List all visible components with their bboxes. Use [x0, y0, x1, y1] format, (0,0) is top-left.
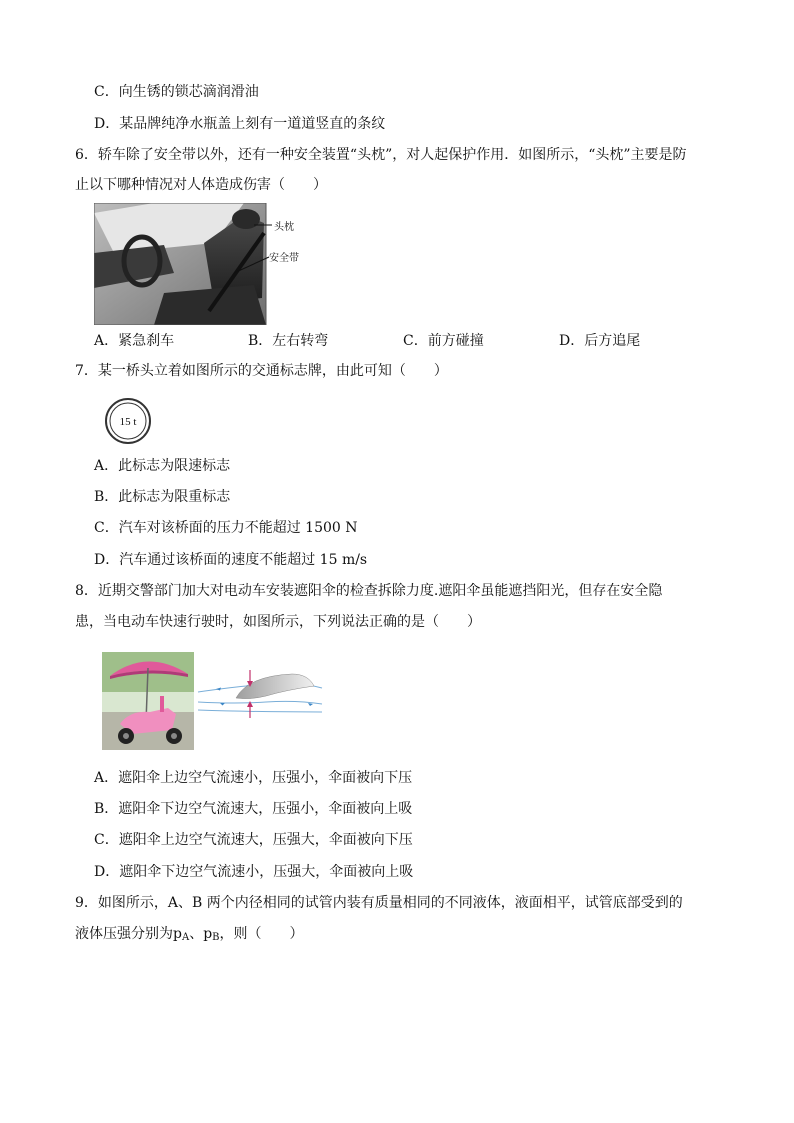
- q7-option-a: A．此标志为限速标志: [94, 458, 231, 474]
- pressure-symbol-b: p: [203, 926, 213, 942]
- car-interior-image: [94, 203, 314, 325]
- q5-option-c: C．向生锈的锁芯滴润滑油: [94, 84, 259, 100]
- separator: 、: [189, 926, 204, 942]
- q6-option-d: D．后方追尾: [559, 333, 641, 349]
- q8-option-c: C．遮阳伞上边空气流速大，压强大，伞面被向下压: [94, 832, 413, 848]
- q6-option-c: C．前方碰撞: [403, 333, 484, 349]
- q8-option-a: A．遮阳伞上边空气流速小，压强小，伞面被向下压: [94, 770, 413, 786]
- car-interior-figure: [94, 203, 314, 325]
- airflow-diagram: [196, 668, 324, 720]
- q6-option-b: B．左右转弯: [248, 333, 329, 349]
- q9-stem-pre: 液体压强分别为: [75, 926, 173, 942]
- subscript-b: B: [212, 932, 220, 943]
- q5-option-d: D．某品牌纯净水瓶盖上刻有一道道竖直的条纹: [94, 116, 386, 132]
- seatbelt-label: 安全带: [269, 253, 299, 264]
- q6-stem-line2: 止以下哪种情况对人体造成伤害（ ）: [75, 177, 327, 193]
- q6-stem-line1: 6．轿车除了安全带以外，还有一种安全装置“头枕”，对人起保护作用．如图所示，“头枕”主要是防: [75, 147, 687, 163]
- q8-stem-line2: 患，当电动车快速行驶时，如图所示，下列说法正确的是（ ）: [75, 614, 481, 630]
- subscript-a: A: [181, 932, 190, 943]
- q8-option-b: B．遮阳伞下边空气流速大，压强小，伞面被向上吸: [94, 801, 413, 817]
- q9-stem-post: ，则（ ）: [219, 926, 304, 942]
- q7-stem: 7．某一桥头立着如图所示的交通标志牌，由此可知（ ）: [75, 363, 448, 379]
- q7-option-b: B．此标志为限重标志: [94, 489, 231, 505]
- q7-option-d: D．汽车通过该桥面的速度不能超过 15 m/s: [94, 552, 368, 568]
- q8-option-d: D．遮阳伞下边空气流速小，压强大，伞面被向上吸: [94, 864, 414, 880]
- q9-stem-line1: 9．如图所示，A、B 两个内径相同的试管内装有质量相同的不同液体，液面相平，试管底部受到的: [75, 895, 683, 911]
- pressure-symbol-a: p: [173, 926, 182, 942]
- q8-stem-line1: 8．近期交警部门加大对电动车安装遮阳伞的检查拆除力度.遮阳伞虽能遮挡阳光，但存在安全隐: [75, 583, 663, 599]
- weight-limit-sign: [104, 397, 154, 445]
- scooter-umbrella-photo: [102, 652, 194, 750]
- q6-option-a: A．紧急刹车: [94, 333, 175, 349]
- q7-option-c: C．汽车对该桥面的压力不能超过 1500 N: [94, 520, 358, 536]
- headrest-label: 头枕: [274, 222, 294, 233]
- sign-text: 15 t: [119, 416, 137, 428]
- q9-stem-line2: [75, 924, 304, 948]
